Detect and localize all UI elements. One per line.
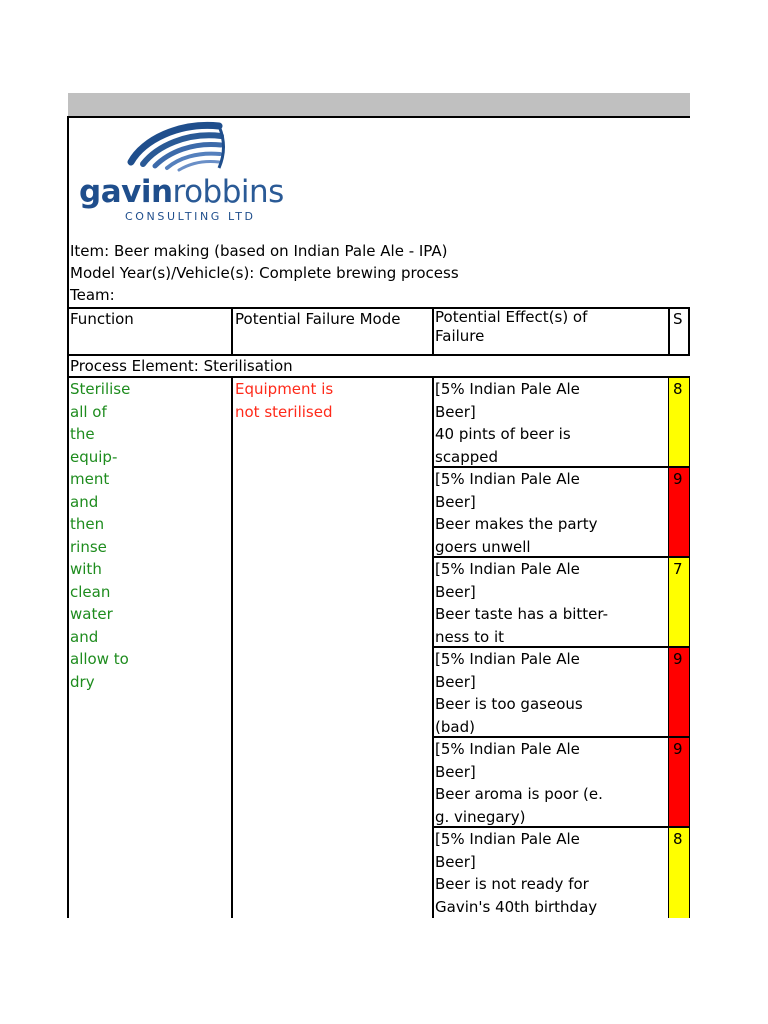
logo-subtitle: CONSULTING LTD bbox=[125, 210, 256, 223]
effect-text-line: Beer] bbox=[435, 672, 476, 691]
severity-cell bbox=[669, 648, 689, 736]
process-element-label: Process Element: Sterilisation bbox=[70, 357, 293, 375]
effect-text-line: Beer] bbox=[435, 582, 476, 601]
item-label: Item: Beer making (based on Indian Pale Ale - IPA) bbox=[70, 242, 448, 260]
company-logo bbox=[67, 116, 295, 234]
col-divider-failure bbox=[432, 307, 434, 355]
severity-cell bbox=[669, 378, 689, 466]
header-effect-line2: Failure bbox=[435, 327, 485, 345]
failure-mode-text-line: not sterilised bbox=[235, 402, 333, 421]
function-text-line: equip- bbox=[70, 447, 118, 466]
col-divider-effect bbox=[668, 307, 670, 355]
effect-text-line: [5% Indian Pale Ale bbox=[435, 380, 580, 398]
function-text-line: ment bbox=[70, 470, 110, 488]
function-text-line: and bbox=[70, 627, 99, 646]
effect-text-line: Beer] bbox=[435, 402, 476, 421]
severity-value: 9 bbox=[673, 470, 683, 488]
team-label: Team: bbox=[70, 286, 115, 304]
effect-text-line: Beer] bbox=[435, 762, 476, 781]
header-failure-mode: Potential Failure Mode bbox=[235, 310, 401, 328]
severity-value: 8 bbox=[673, 830, 683, 848]
effect-text-line: scapped bbox=[435, 447, 499, 466]
function-text-line: all of bbox=[70, 402, 107, 421]
col-divider-function bbox=[231, 307, 233, 355]
header-severity: S bbox=[673, 310, 683, 328]
effect-text-line: [5% Indian Pale Ale bbox=[435, 830, 580, 848]
function-text-line: allow to bbox=[70, 650, 129, 668]
severity-cell bbox=[669, 738, 689, 826]
effect-text-line: goers unwell bbox=[435, 537, 531, 556]
col-divider-severity bbox=[688, 307, 690, 355]
severity-value: 8 bbox=[673, 380, 683, 398]
effect-text-line: Beer is too gaseous bbox=[435, 695, 583, 713]
severity-cell bbox=[669, 468, 689, 556]
effect-text-line: (bad) bbox=[435, 717, 475, 736]
effect-text-line: g. vinegary) bbox=[435, 807, 526, 826]
function-text-line: dry bbox=[70, 672, 95, 691]
failure-mode-text-line: Equipment is bbox=[235, 380, 334, 398]
effect-text-line: [5% Indian Pale Ale bbox=[435, 740, 580, 758]
function-text-line: then bbox=[70, 515, 105, 533]
severity-cell bbox=[669, 558, 689, 646]
effect-text-line: [5% Indian Pale Ale bbox=[435, 560, 580, 578]
severity-value: 7 bbox=[673, 560, 683, 578]
model-label: Model Year(s)/Vehicle(s): Complete brewing process bbox=[70, 264, 459, 282]
effect-text-line: Beer] bbox=[435, 492, 476, 511]
effect-text-line: Beer] bbox=[435, 852, 476, 871]
effect-text-line: Beer makes the party bbox=[435, 515, 598, 533]
effect-text-line: Gavin's 40th birthday bbox=[435, 897, 598, 916]
effect-text-line: Beer taste has a bitter- bbox=[435, 605, 608, 623]
severity-value: 9 bbox=[673, 740, 683, 758]
effect-text-line: Beer is not ready for bbox=[435, 875, 589, 893]
function-text-line: Sterilise bbox=[70, 380, 131, 398]
severity-value: 9 bbox=[673, 650, 683, 668]
effect-text-line: ness to it bbox=[435, 627, 505, 646]
function-text-line: and bbox=[70, 492, 99, 511]
effect-text-line: [5% Indian Pale Ale bbox=[435, 650, 580, 668]
function-text-line: water bbox=[70, 605, 113, 623]
severity-cell bbox=[669, 828, 689, 918]
function-text-line: rinse bbox=[70, 537, 107, 556]
header-top-rule bbox=[295, 116, 690, 118]
function-text-line: clean bbox=[70, 582, 111, 601]
effect-text-line: 40 pints of beer is bbox=[435, 425, 571, 443]
logo-wordmark: gavinrobbins bbox=[79, 174, 284, 210]
effect-text-line: Beer aroma is poor (e. bbox=[435, 785, 603, 803]
header-function: Function bbox=[70, 310, 134, 328]
function-text-line: with bbox=[70, 560, 102, 578]
function-text-line: the bbox=[70, 425, 95, 443]
sheet-top-bar bbox=[68, 93, 690, 116]
col-divider-function bbox=[231, 377, 233, 918]
effect-text-line: [5% Indian Pale Ale bbox=[435, 470, 580, 488]
sheet-left-rule bbox=[67, 116, 69, 918]
header-effect-line1: Potential Effect(s) of bbox=[435, 308, 588, 326]
